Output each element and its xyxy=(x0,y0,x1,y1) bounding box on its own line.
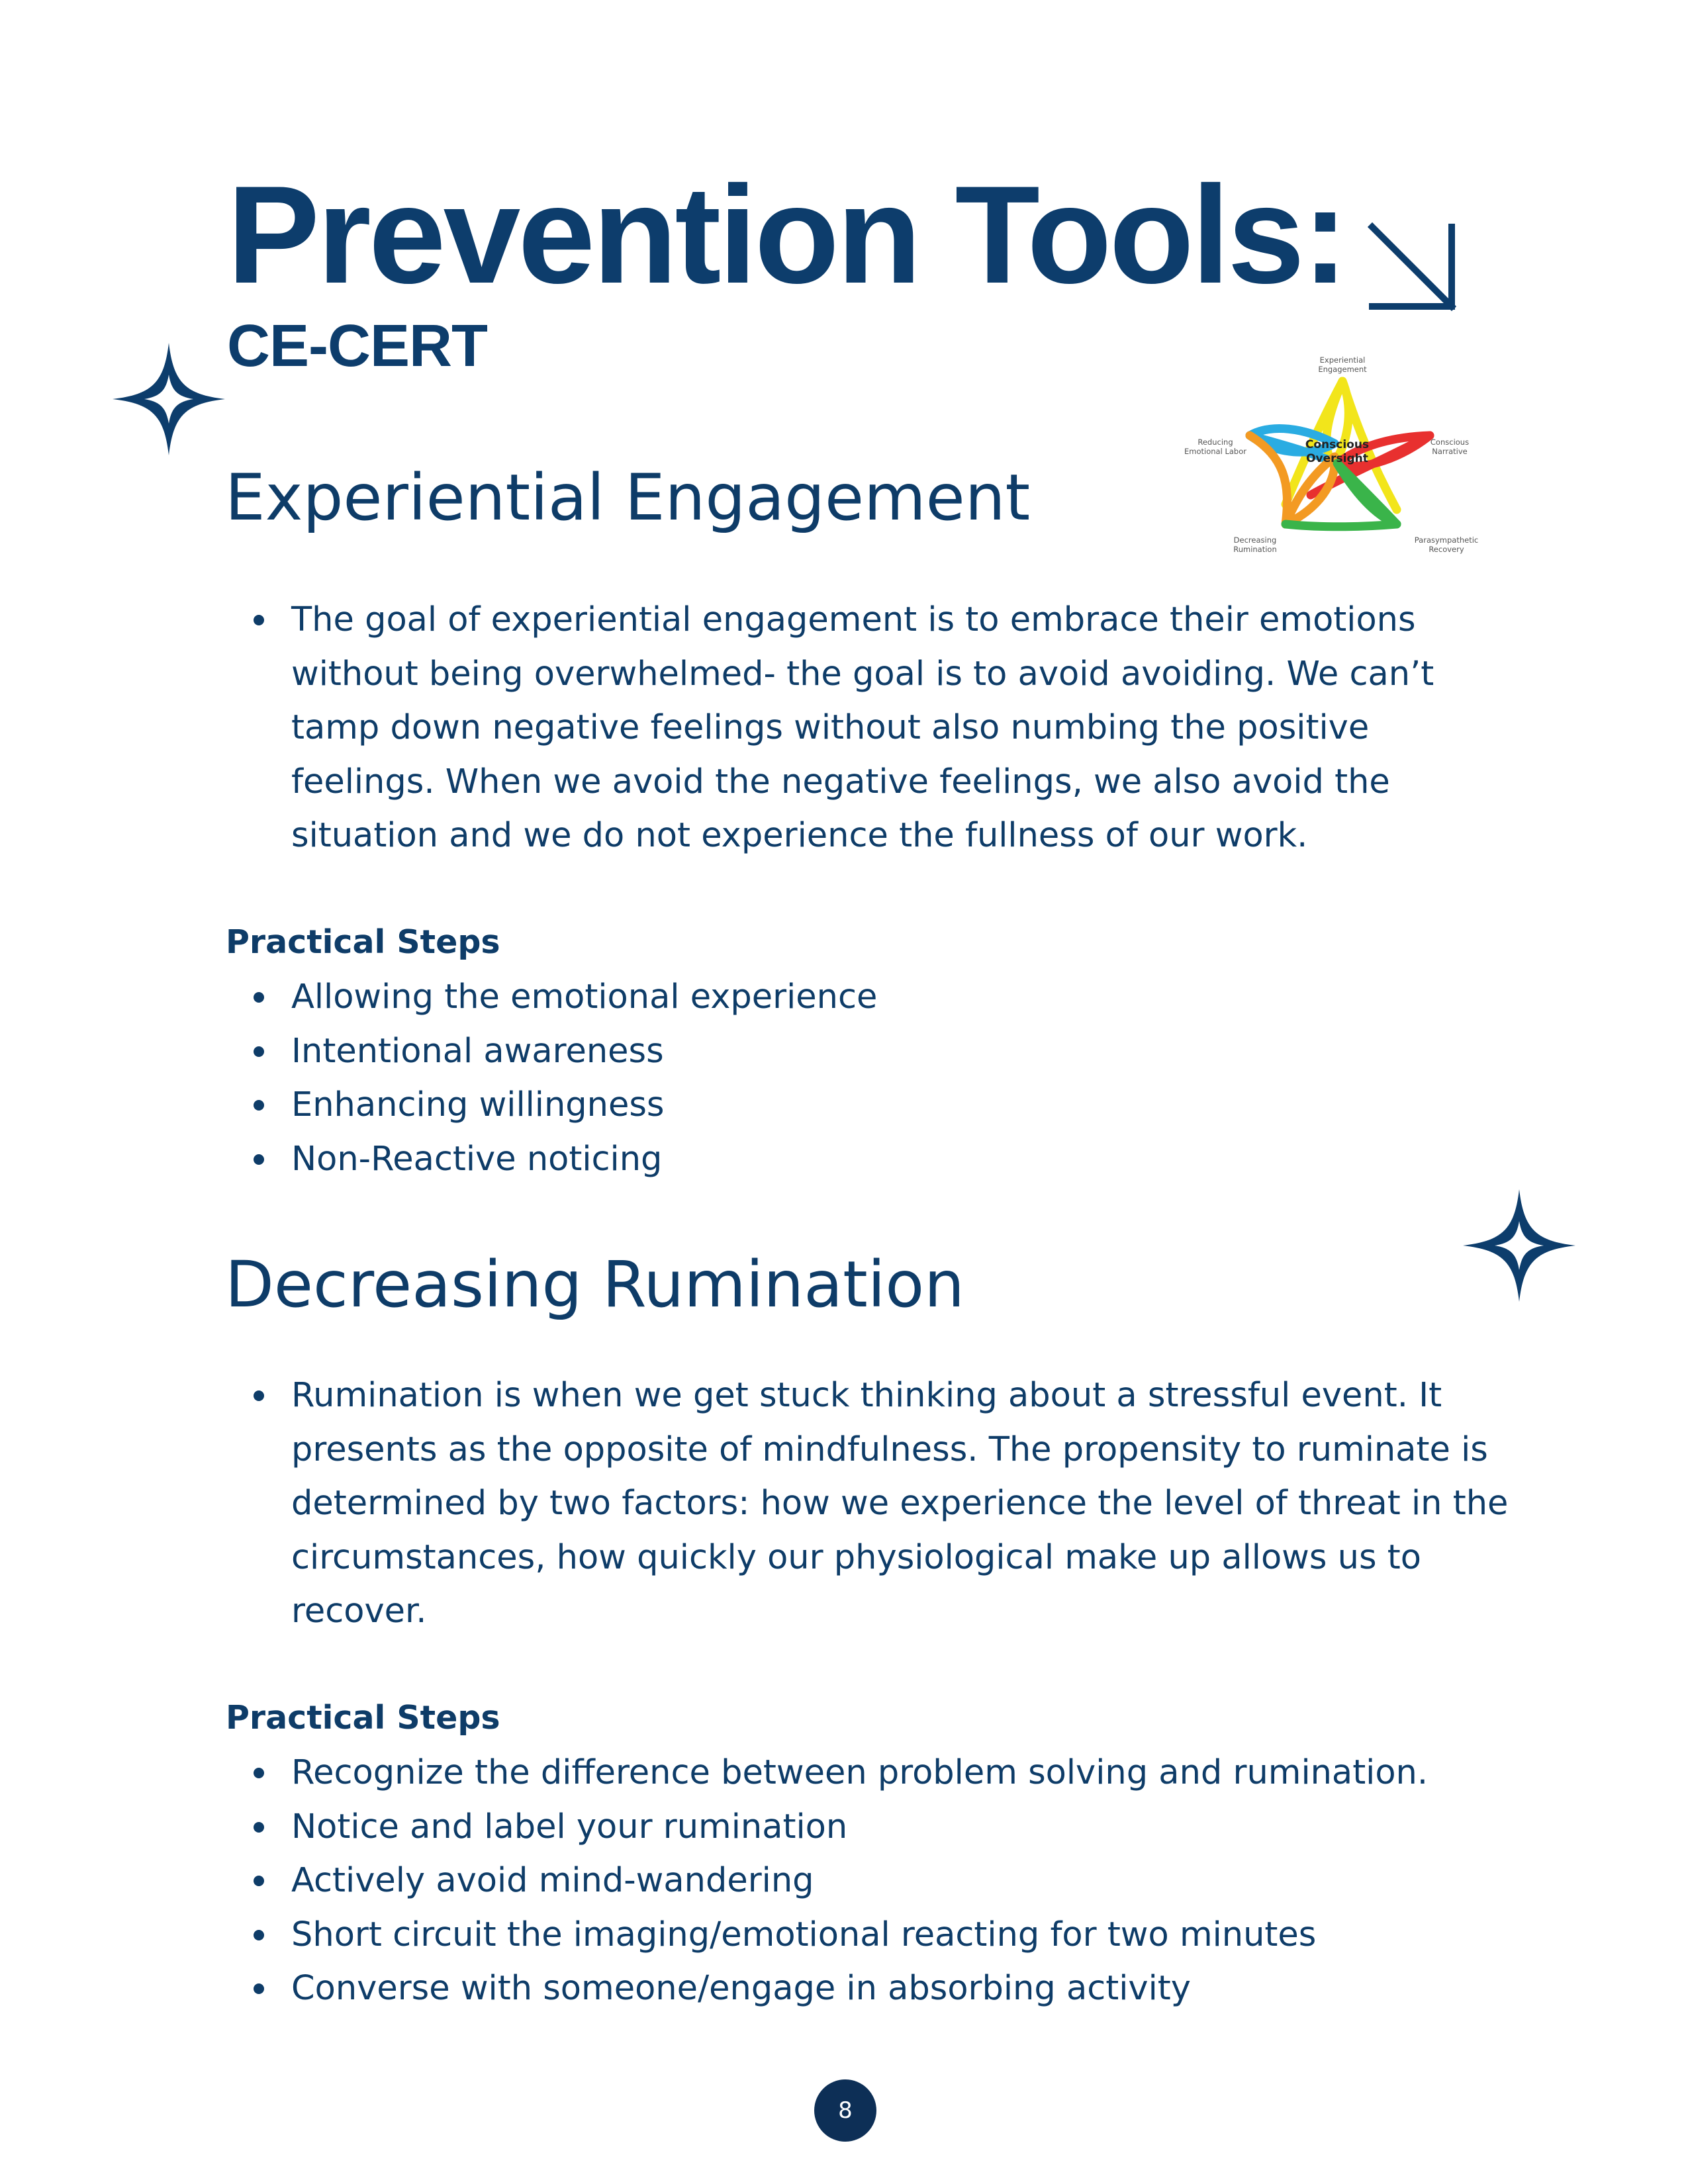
bullet-icon xyxy=(254,1046,264,1057)
bullet-icon xyxy=(254,1100,264,1111)
diagram-center-label: Conscious xyxy=(1305,438,1370,451)
sparkle-icon xyxy=(1463,1189,1575,1302)
bullet-icon xyxy=(254,1768,264,1778)
list-item xyxy=(227,1854,1518,1908)
diagram-label: Reducing xyxy=(1197,437,1233,447)
section1-steps xyxy=(227,970,1518,1186)
section2-bullets xyxy=(227,1369,1518,1639)
list-item-text: Actively avoid mind-wandering xyxy=(291,1861,814,1900)
bullet-icon xyxy=(254,1390,264,1401)
list-item-text: Rumination is when we get stuck thinking about a stressful event. It presents as the opposite of mindfulness. The propensity to ruminate is determined by two factors: how we experience the level of threat in the circumstances, how quickly our physiological make up allows us to recover. xyxy=(291,1376,1509,1631)
list-item-text: Enhancing willingness xyxy=(291,1085,665,1124)
practical-steps-heading: Practical Steps xyxy=(226,923,500,961)
bullet-icon xyxy=(254,1983,264,1994)
bullet-icon xyxy=(254,1930,264,1940)
page-subtitle: CE-CERT xyxy=(227,313,487,379)
list-item xyxy=(227,970,1518,1024)
diagram-label: Conscious xyxy=(1430,437,1470,447)
diagram-label: Recovery xyxy=(1429,545,1464,554)
list-item-text: Non-Reactive noticing xyxy=(291,1139,663,1179)
list-item xyxy=(227,1078,1518,1132)
page-number-badge: 8 xyxy=(814,2079,876,2142)
section-heading-decreasing-rumination: Decreasing Rumination xyxy=(225,1248,964,1322)
arrow-down-right-icon xyxy=(1367,222,1460,314)
practical-steps-heading: Practical Steps xyxy=(226,1699,500,1737)
list-item xyxy=(227,1024,1518,1079)
sparkle-icon xyxy=(113,343,225,455)
bullet-icon xyxy=(254,1822,264,1833)
list-item-text: Short circuit the imaging/emotional reacting for two minutes xyxy=(291,1915,1317,1954)
list-item-text: Allowing the emotional experience xyxy=(291,978,878,1017)
section-heading-experiential-engagement: Experiential Engagement xyxy=(225,461,1031,535)
diagram-label: Emotional Labor xyxy=(1184,447,1246,456)
list-item xyxy=(227,1800,1518,1854)
diagram-label: Engagement xyxy=(1318,365,1367,374)
diagram-label: Decreasing xyxy=(1233,535,1277,545)
page-title: Prevention Tools: xyxy=(227,157,1346,312)
ce-cert-diagram xyxy=(1178,351,1496,563)
diagram-label: Rumination xyxy=(1233,545,1277,554)
list-item xyxy=(227,1746,1518,1800)
diagram-label: Parasympathetic xyxy=(1414,535,1479,545)
list-item-text: Recognize the difference between problem solving and rumination. xyxy=(291,1753,1429,1792)
diagram-band-green xyxy=(1286,524,1397,527)
list-item-text: The goal of experiential engagement is to embrace their emotions without being overwhelmed- the goal is to avoid avoiding. We can’t tamp down negative feelings without also numbing the positive feelings. When we avoid the negative feelings, we also avoid the situation and we do not experience the fullness of our work. xyxy=(291,600,1434,855)
section2-steps xyxy=(227,1746,1518,2016)
list-item-text: Notice and label your rumination xyxy=(291,1807,848,1846)
diagram-label: Experiential xyxy=(1319,355,1366,365)
diagram-center-label: Oversight xyxy=(1306,452,1368,465)
bullet-icon xyxy=(254,992,264,1003)
list-item-text: Intentional awareness xyxy=(291,1031,664,1071)
list-item xyxy=(227,593,1518,863)
section1-bullets xyxy=(227,593,1518,863)
list-item-text: Converse with someone/engage in absorbing activity xyxy=(291,1969,1191,2008)
list-item xyxy=(227,1369,1518,1639)
list-item xyxy=(227,1132,1518,1187)
list-item xyxy=(227,1908,1518,1962)
bullet-icon xyxy=(254,615,264,625)
list-item xyxy=(227,1962,1518,2016)
diagram-label: Narrative xyxy=(1432,447,1468,456)
bullet-icon xyxy=(254,1154,264,1165)
bullet-icon xyxy=(254,1876,264,1886)
